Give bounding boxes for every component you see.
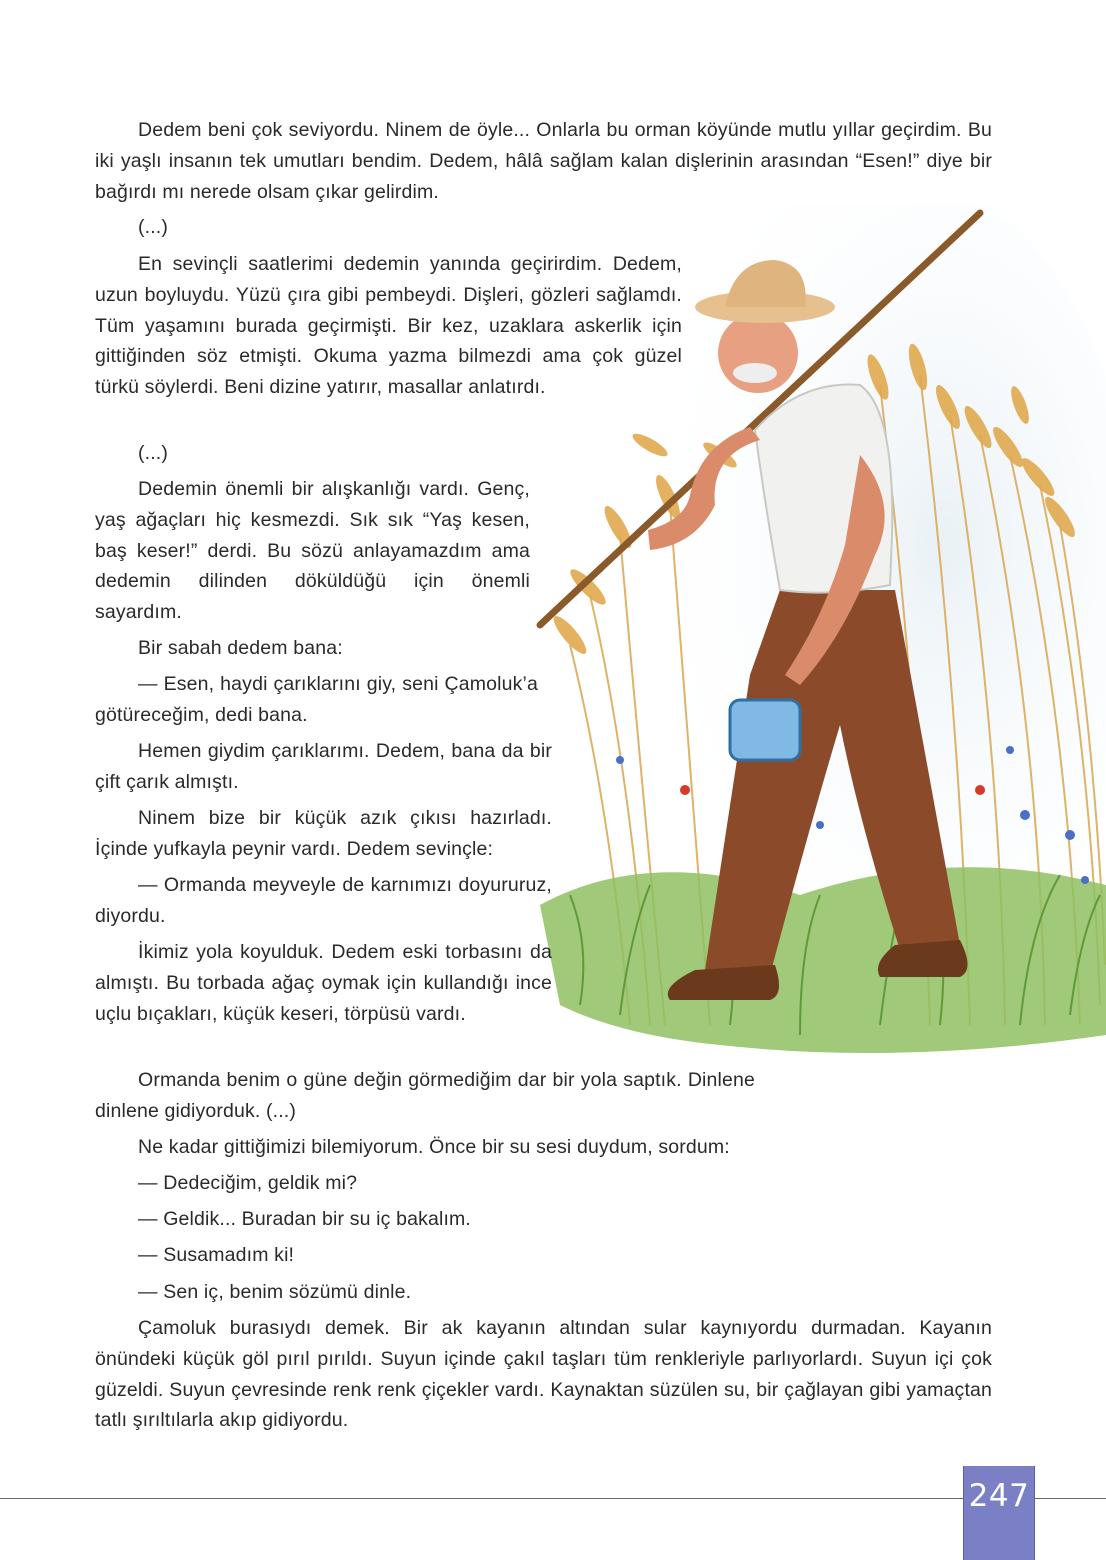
- dialogue-4: — Geldik... Buradan bir su iç bakalım.: [138, 1208, 472, 1230]
- paragraph-ellipsis-2: (...): [138, 442, 168, 464]
- paragraph-10: Çamoluk burasıydı demek. Bir ak kayanın altından sular kaynıyordu durmadan. Kayanın önündeki küçük göl pırıl pırıldı. Suyun içinde çakıl taşları tüm renkleriyle parlıyorlardı. Suyun içi çok güzeldi. Suyun çevresinde renk renk çiçekler vardı. Kaynaktan süzülen su, bir çağlayan gibi yamaçtan tatlı şırıltılarla akıp gidiyordu.: [95, 1317, 992, 1432]
- paragraph-1: Dedem beni çok seviyordu. Ninem de öyle... Onlarla bu orman köyünde mutlu yıllar geçirdim. Bu iki yaşlı insanın tek umutları bendim. Dedem, hâlâ sağlam kalan dişlerinin arasından “Esen!” diye bir bağırdı mı nerede olsam çıkar gelirdim.: [95, 119, 992, 203]
- paragraph-3: Dedemin önemli bir alışkanlığı vardı. Genç, yaş ağaçları hiç kesmezdi. Sık sık “Yaş kesen, baş keser!” derdi. Bu sözü anlayamazdım ama dedemin dilinden döküldüğü için önemli sayardım.: [95, 478, 530, 624]
- paragraph-6: Ninem bize bir küçük azık çıkısı hazırladı. İçinde yufkayla peynir vardı. Dedem sevinçle:: [95, 807, 552, 860]
- page-number: 247: [968, 1478, 1030, 1514]
- dialogue-5: — Susamadım ki!: [138, 1244, 295, 1266]
- paragraph-8: Ormanda benim o güne değin görmediğim dar bir yola saptık. Dinlene dinlene gidiyorduk. (...): [95, 1069, 755, 1122]
- paragraph-2: En sevinçli saatlerimi dedemin yanında geçirirdim. Dedem, uzun boyluydu. Yüzü çıra gibi pembeydi. Dişleri, gözleri sağlamdı. Tüm yaşamını burada geçirmişti. Bir kez, uzaklara askerlik için gittiğinden söz etmişti. Okuma yazma bilmezdi ama çok güzel türkü söylerdi. Beni dizine yatırır, masallar anlatırdı.: [95, 253, 682, 399]
- paragraph-ellipsis-1: (...): [138, 216, 168, 238]
- paragraph-9: Ne kadar gittiğimizi bilemiyorum. Önce bir su sesi duydum, sordum:: [138, 1136, 730, 1158]
- dialogue-3: — Dedeciğim, geldik mi?: [138, 1172, 358, 1194]
- paragraph-5: Hemen giydim çarıklarımı. Dedem, bana da bir çift çarık almıştı.: [95, 740, 552, 793]
- paragraph-7: İkimiz yola koyulduk. Dedem eski torbasını da almıştı. Bu torbada ağaç oymak için kullandığı ince uçlu bıçakları, küçük keseri, törpüsü vardı.: [95, 941, 552, 1025]
- paragraph-4: Bir sabah dedem bana:: [138, 637, 343, 659]
- dialogue-6: — Sen iç, benim sözümü dinle.: [138, 1281, 412, 1303]
- dialogue-2: — Ormanda meyveyle de karnımızı doyururuz, diyordu.: [95, 874, 552, 927]
- dialogue-1: — Esen, haydi çarıklarını giy, seni Çamoluk’a götüreceğim, dedi bana.: [95, 673, 538, 726]
- footer-rule: [0, 1498, 1106, 1499]
